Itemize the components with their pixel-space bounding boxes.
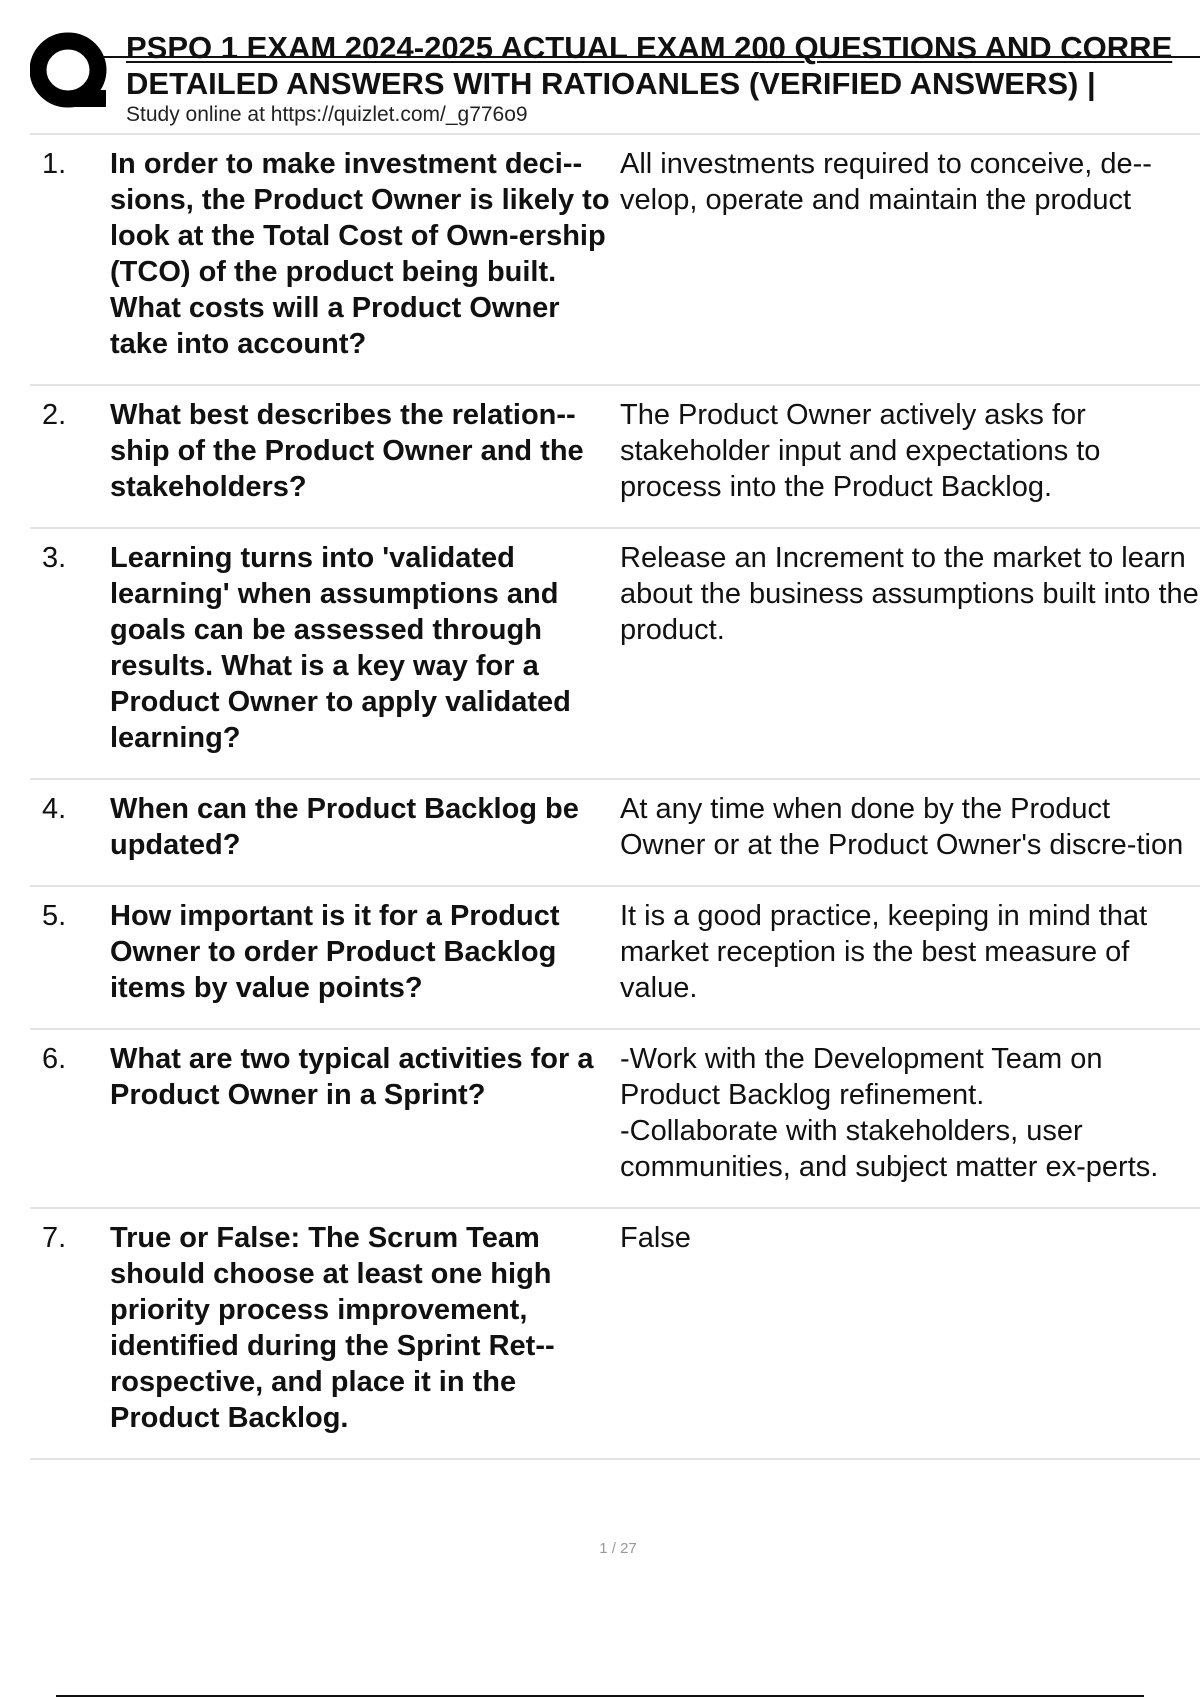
row-spacer bbox=[30, 362, 1200, 384]
row-spacer bbox=[30, 756, 1200, 778]
answer-text: False bbox=[620, 1222, 691, 1254]
document-title-line1: PSPO 1 EXAM 2024-2025 ACTUAL EXAM 200 QUESTIONS AND CORRE bbox=[126, 30, 1173, 65]
question-text: Learning turns into 'validated learning' when assumptions and goals can be assessed through results. What is a key way for a Product Owner to apply validated learning? bbox=[110, 542, 571, 754]
question-text: What are two typical activities for a Product Owner in a Sprint? bbox=[110, 1043, 594, 1111]
question-number: 5. bbox=[42, 900, 67, 932]
row-spacer bbox=[30, 1185, 1200, 1207]
qa-row bbox=[30, 133, 1200, 362]
qa-row bbox=[30, 1028, 1200, 1185]
question-text: In order to make investment deci-sions, the Product Owner is likely to look at the Total Cost of Own-ership (TCO) of the product being built. What costs will a Product Owner take into account? bbox=[110, 148, 610, 360]
qa-row bbox=[30, 384, 1200, 505]
question-number: 4. bbox=[42, 793, 67, 825]
page-number: 1 / 27 bbox=[599, 1540, 637, 1557]
row-spacer bbox=[30, 1006, 1200, 1028]
document-title-line2: DETAILED ANSWERS WITH RATIOANLES (VERIFIED ANSWERS) | bbox=[126, 66, 1096, 101]
question-number: 6. bbox=[42, 1043, 67, 1075]
row-spacer bbox=[30, 863, 1200, 885]
list-bottom-divider bbox=[30, 1458, 1200, 1460]
question-text: When can the Product Backlog be updated? bbox=[110, 793, 579, 861]
page-header bbox=[0, 0, 1200, 130]
question-text: What best describes the relation-ship of the Product Owner and the stakeholders? bbox=[110, 399, 584, 503]
answer-text: At any time when done by the Product Owner or at the Product Owner's discre-tion bbox=[620, 793, 1184, 861]
question-text: How important is it for a Product Owner to order Product Backlog items by value points? bbox=[110, 900, 560, 1004]
quizlet-q-logo-icon bbox=[30, 30, 108, 116]
question-text: True or False: The Scrum Team should choose at least one high priority process improvement, identified during the Sprint Ret-rospective, and place it in the Product Backlog. bbox=[110, 1222, 555, 1434]
footer-rule bbox=[56, 1695, 1144, 1697]
qa-row bbox=[30, 885, 1200, 1006]
row-spacer bbox=[30, 1436, 1200, 1458]
qa-list bbox=[30, 133, 1200, 1460]
answer-text: -Work with the Development Team on Product Backlog refinement. -Collaborate with stakeholders, user communities, and subject matter ex-perts. bbox=[620, 1043, 1159, 1183]
qa-row bbox=[30, 1207, 1200, 1436]
answer-text: It is a good practice, keeping in mind that market reception is the best measure of value. bbox=[620, 900, 1148, 1004]
study-online-link[interactable]: Study online at https://quizlet.com/_g776o9 bbox=[126, 103, 528, 126]
answer-text: The Product Owner actively asks for stakeholder input and expectations to process into the Product Backlog. bbox=[620, 399, 1101, 503]
question-number: 1. bbox=[42, 148, 67, 180]
qa-row bbox=[30, 527, 1200, 756]
answer-text: Release an Increment to the market to learn about the business assumptions built into the product. bbox=[620, 542, 1199, 646]
question-number: 7. bbox=[42, 1222, 67, 1254]
question-number: 2. bbox=[42, 399, 67, 431]
row-spacer bbox=[30, 505, 1200, 527]
question-number: 3. bbox=[42, 542, 67, 574]
answer-text: All investments required to conceive, de-velop, operate and maintain the product bbox=[620, 148, 1152, 216]
qa-row bbox=[30, 778, 1200, 863]
